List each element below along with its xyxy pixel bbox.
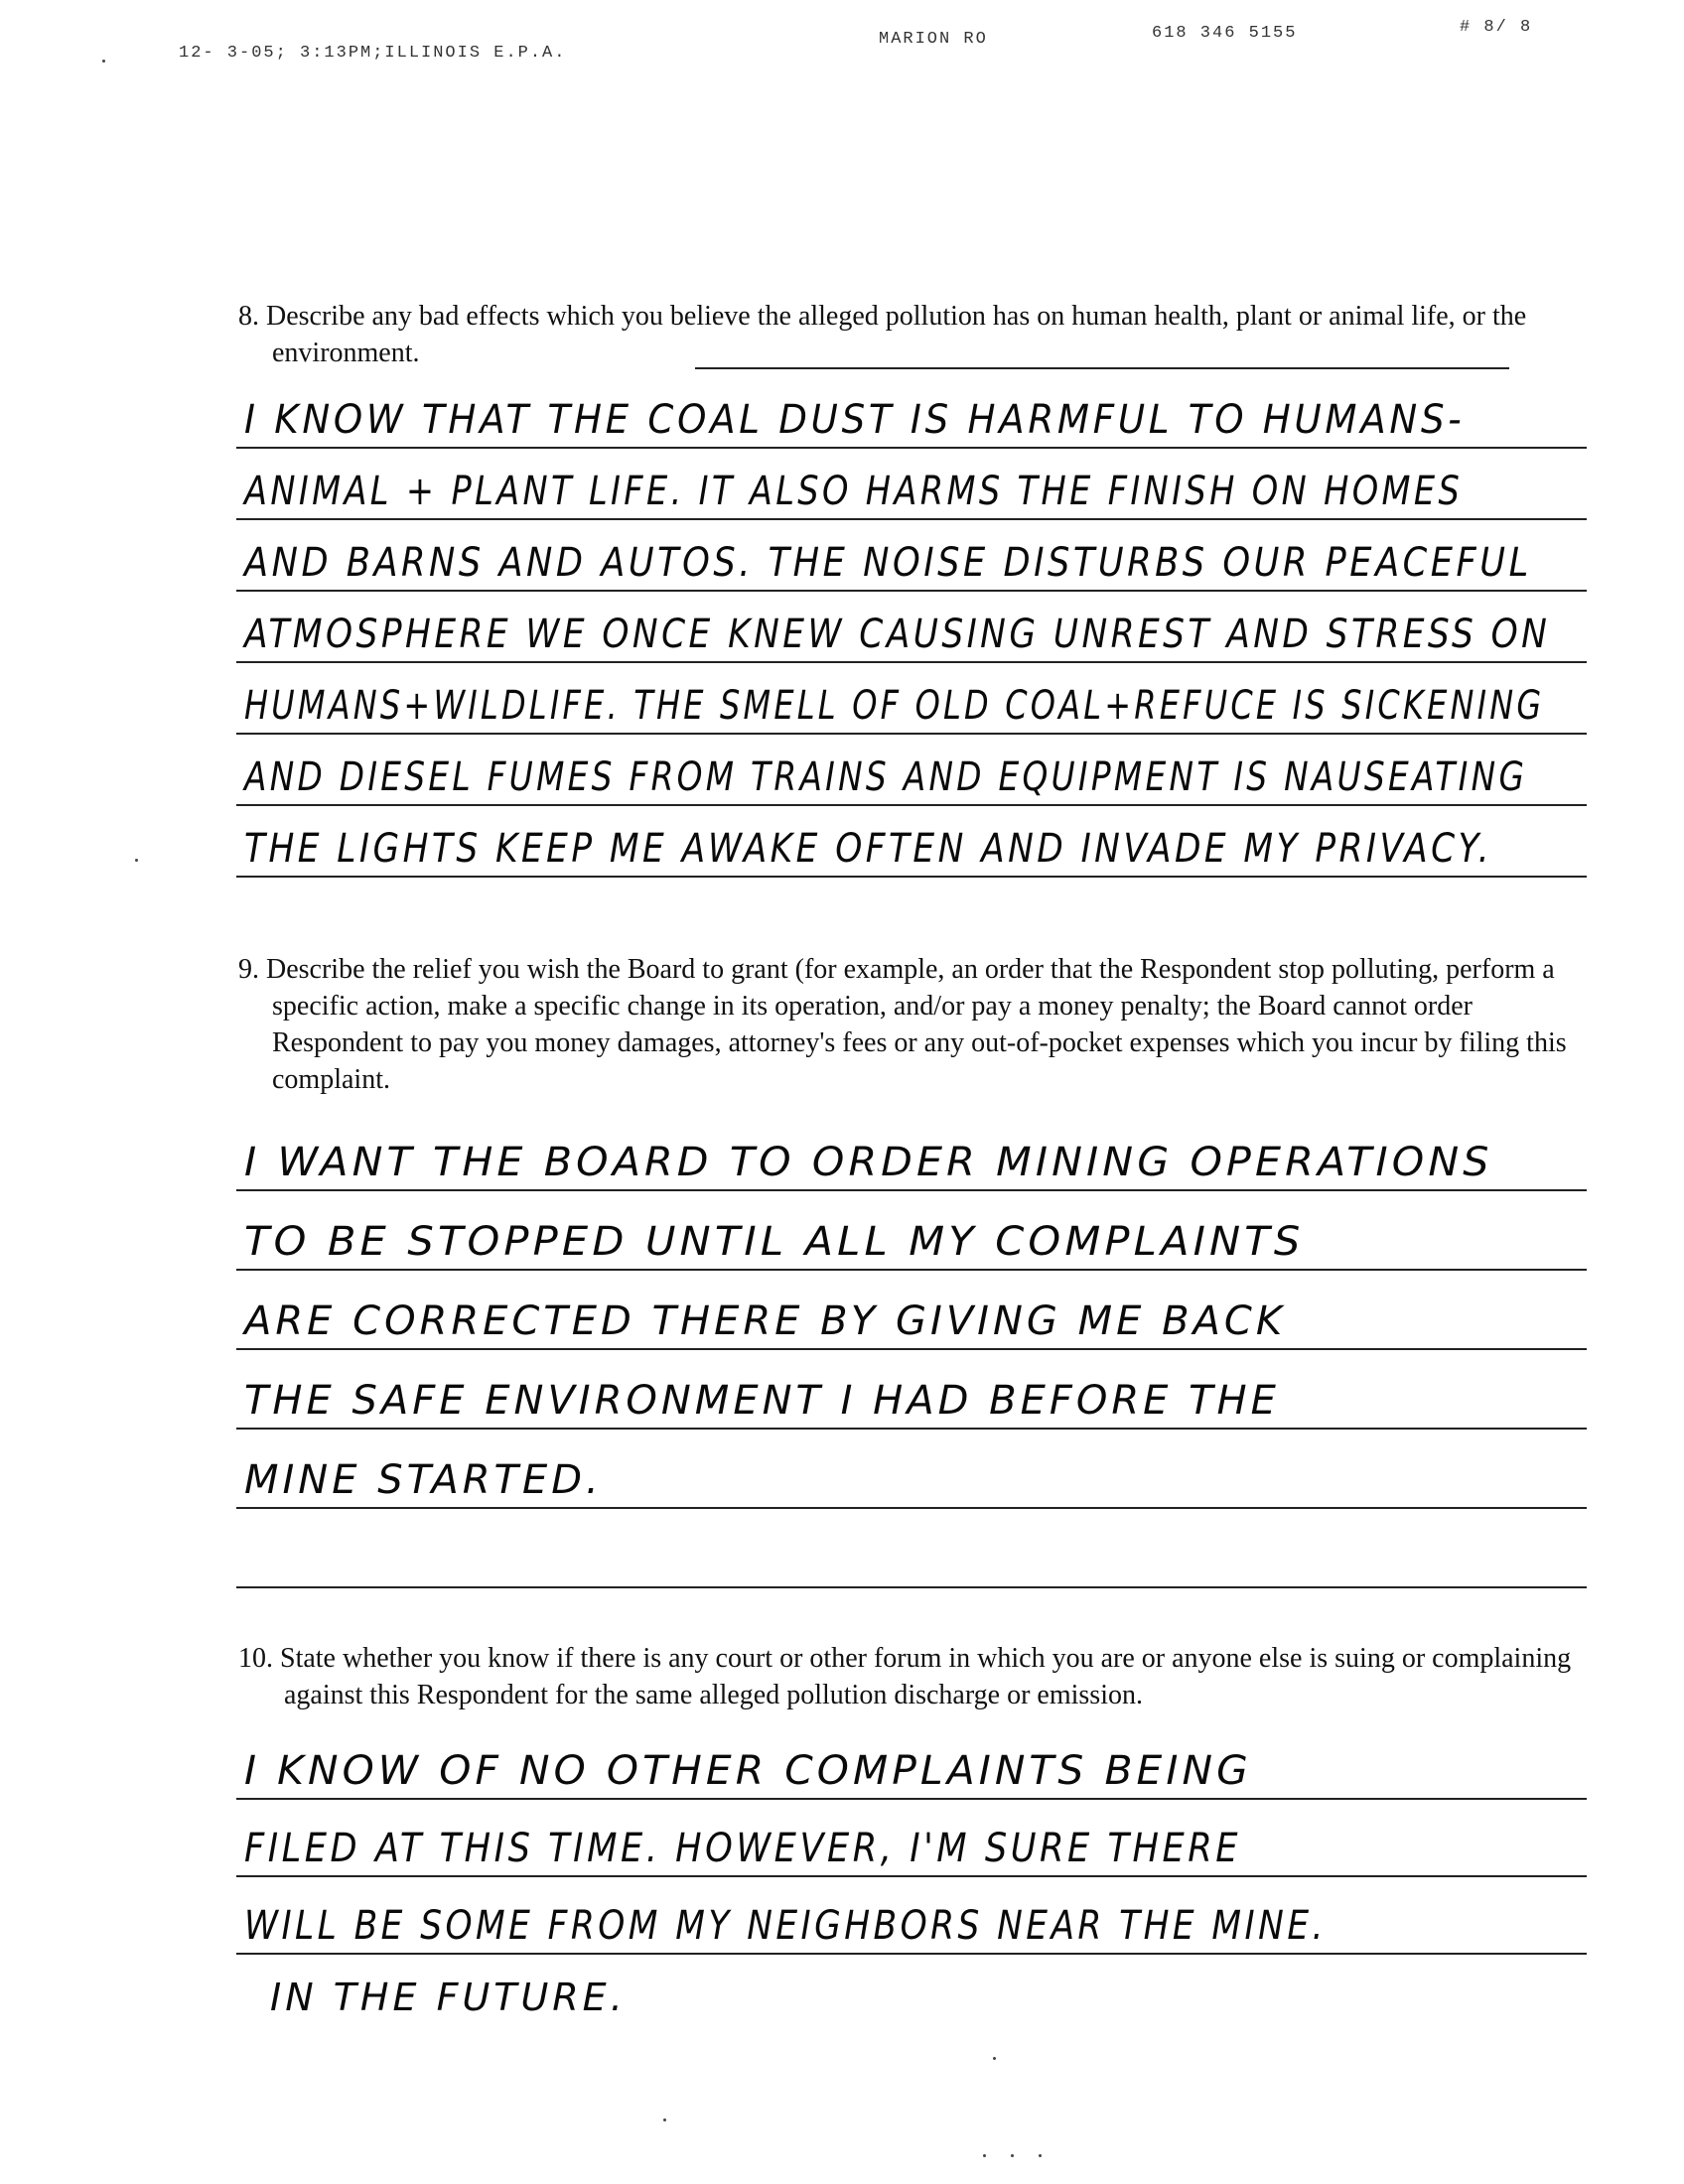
answer-10-trailing-text: IN THE FUTURE. bbox=[270, 1976, 627, 2019]
fax-header-sender: 12- 3-05; 3:13PM;ILLINOIS E.P.A. bbox=[179, 44, 567, 63]
answer-line[interactable]: TO BE STOPPED UNTIL ALL MY COMPLAINTS bbox=[236, 1191, 1587, 1271]
question-text: Describe the relief you wish the Board to grant (for example, an order that the Respondent stop polluting, perform a specific action, make a specific change in its operation, and/or pay a money penalty; the Board cannot order Respondent to pay you money damages, attorney's fees or any out-of-pocket expenses which you incur by filing this complaint. bbox=[266, 954, 1567, 1095]
answer-line[interactable]: WILL BE SOME FROM MY NEIGHBORS NEAR THE MINE. bbox=[236, 1877, 1587, 1955]
question-10 bbox=[238, 1640, 1599, 1713]
answer-line[interactable]: I KNOW THAT THE COAL DUST IS HARMFUL TO HUMANS- bbox=[236, 377, 1587, 449]
answer-9-lines bbox=[236, 1112, 1587, 1588]
fax-header-page: # 8/ 8 bbox=[1460, 18, 1533, 37]
answer-line[interactable]: I KNOW OF NO OTHER COMPLAINTS BEING bbox=[236, 1722, 1587, 1800]
question-9 bbox=[238, 951, 1599, 1098]
answer-line[interactable]: AND BARNS AND AUTOS. THE NOISE DISTURBS OUR PEACEFUL bbox=[236, 520, 1587, 592]
fax-transmission-header bbox=[0, 14, 1684, 64]
answer-line[interactable]: MINE STARTED. bbox=[236, 1430, 1587, 1509]
question-text: State whether you know if there is any court or other forum in which you are or anyone else is suing or complaining against this Respondent for the same alleged pollution discharge or emission. bbox=[280, 1643, 1572, 1710]
answer-10-lines bbox=[236, 1722, 1587, 1955]
question-8-underline bbox=[695, 367, 1509, 369]
question-8 bbox=[238, 298, 1599, 371]
answer-line[interactable]: ARE CORRECTED THERE BY GIVING ME BACK bbox=[236, 1271, 1587, 1350]
scan-speck bbox=[1011, 2154, 1014, 2157]
answer-line[interactable]: ANIMAL + PLANT LIFE. IT ALSO HARMS THE FINISH ON HOMES bbox=[236, 449, 1587, 520]
scan-speck bbox=[102, 60, 105, 63]
question-number: 10. bbox=[238, 1643, 280, 1674]
answer-line-blank[interactable] bbox=[236, 1509, 1587, 1588]
scan-speck bbox=[1039, 2154, 1042, 2157]
scan-speck bbox=[135, 859, 138, 862]
answer-line[interactable]: THE SAFE ENVIRONMENT I HAD BEFORE THE bbox=[236, 1350, 1587, 1430]
answer-8-lines bbox=[236, 377, 1587, 878]
question-number: 9. bbox=[238, 954, 266, 985]
answer-line[interactable]: FILED AT THIS TIME. HOWEVER, I'M SURE THERE bbox=[236, 1800, 1587, 1877]
fax-header-phone: 618 346 5155 bbox=[1152, 24, 1298, 43]
answer-line[interactable]: THE LIGHTS KEEP ME AWAKE OFTEN AND INVADE MY PRIVACY. bbox=[236, 806, 1587, 878]
scan-speck bbox=[663, 2118, 666, 2121]
answer-line[interactable]: ATMOSPHERE WE ONCE KNEW CAUSING UNREST AND STRESS ON bbox=[236, 592, 1587, 663]
answer-line[interactable]: I WANT THE BOARD TO ORDER MINING OPERATIONS bbox=[236, 1112, 1587, 1191]
question-text: Describe any bad effects which you believe the alleged pollution has on human health, plant or animal life, or the environment. bbox=[266, 301, 1527, 368]
fax-header-office: MARION RO bbox=[879, 30, 988, 49]
answer-line[interactable]: AND DIESEL FUMES FROM TRAINS AND EQUIPMENT IS NAUSEATING bbox=[236, 735, 1587, 806]
question-number: 8. bbox=[238, 301, 266, 332]
scan-speck bbox=[983, 2154, 986, 2157]
scan-speck bbox=[993, 2057, 996, 2060]
answer-line[interactable]: HUMANS+WILDLIFE. THE SMELL OF OLD COAL+REFUCE IS SICKENING bbox=[236, 663, 1587, 735]
